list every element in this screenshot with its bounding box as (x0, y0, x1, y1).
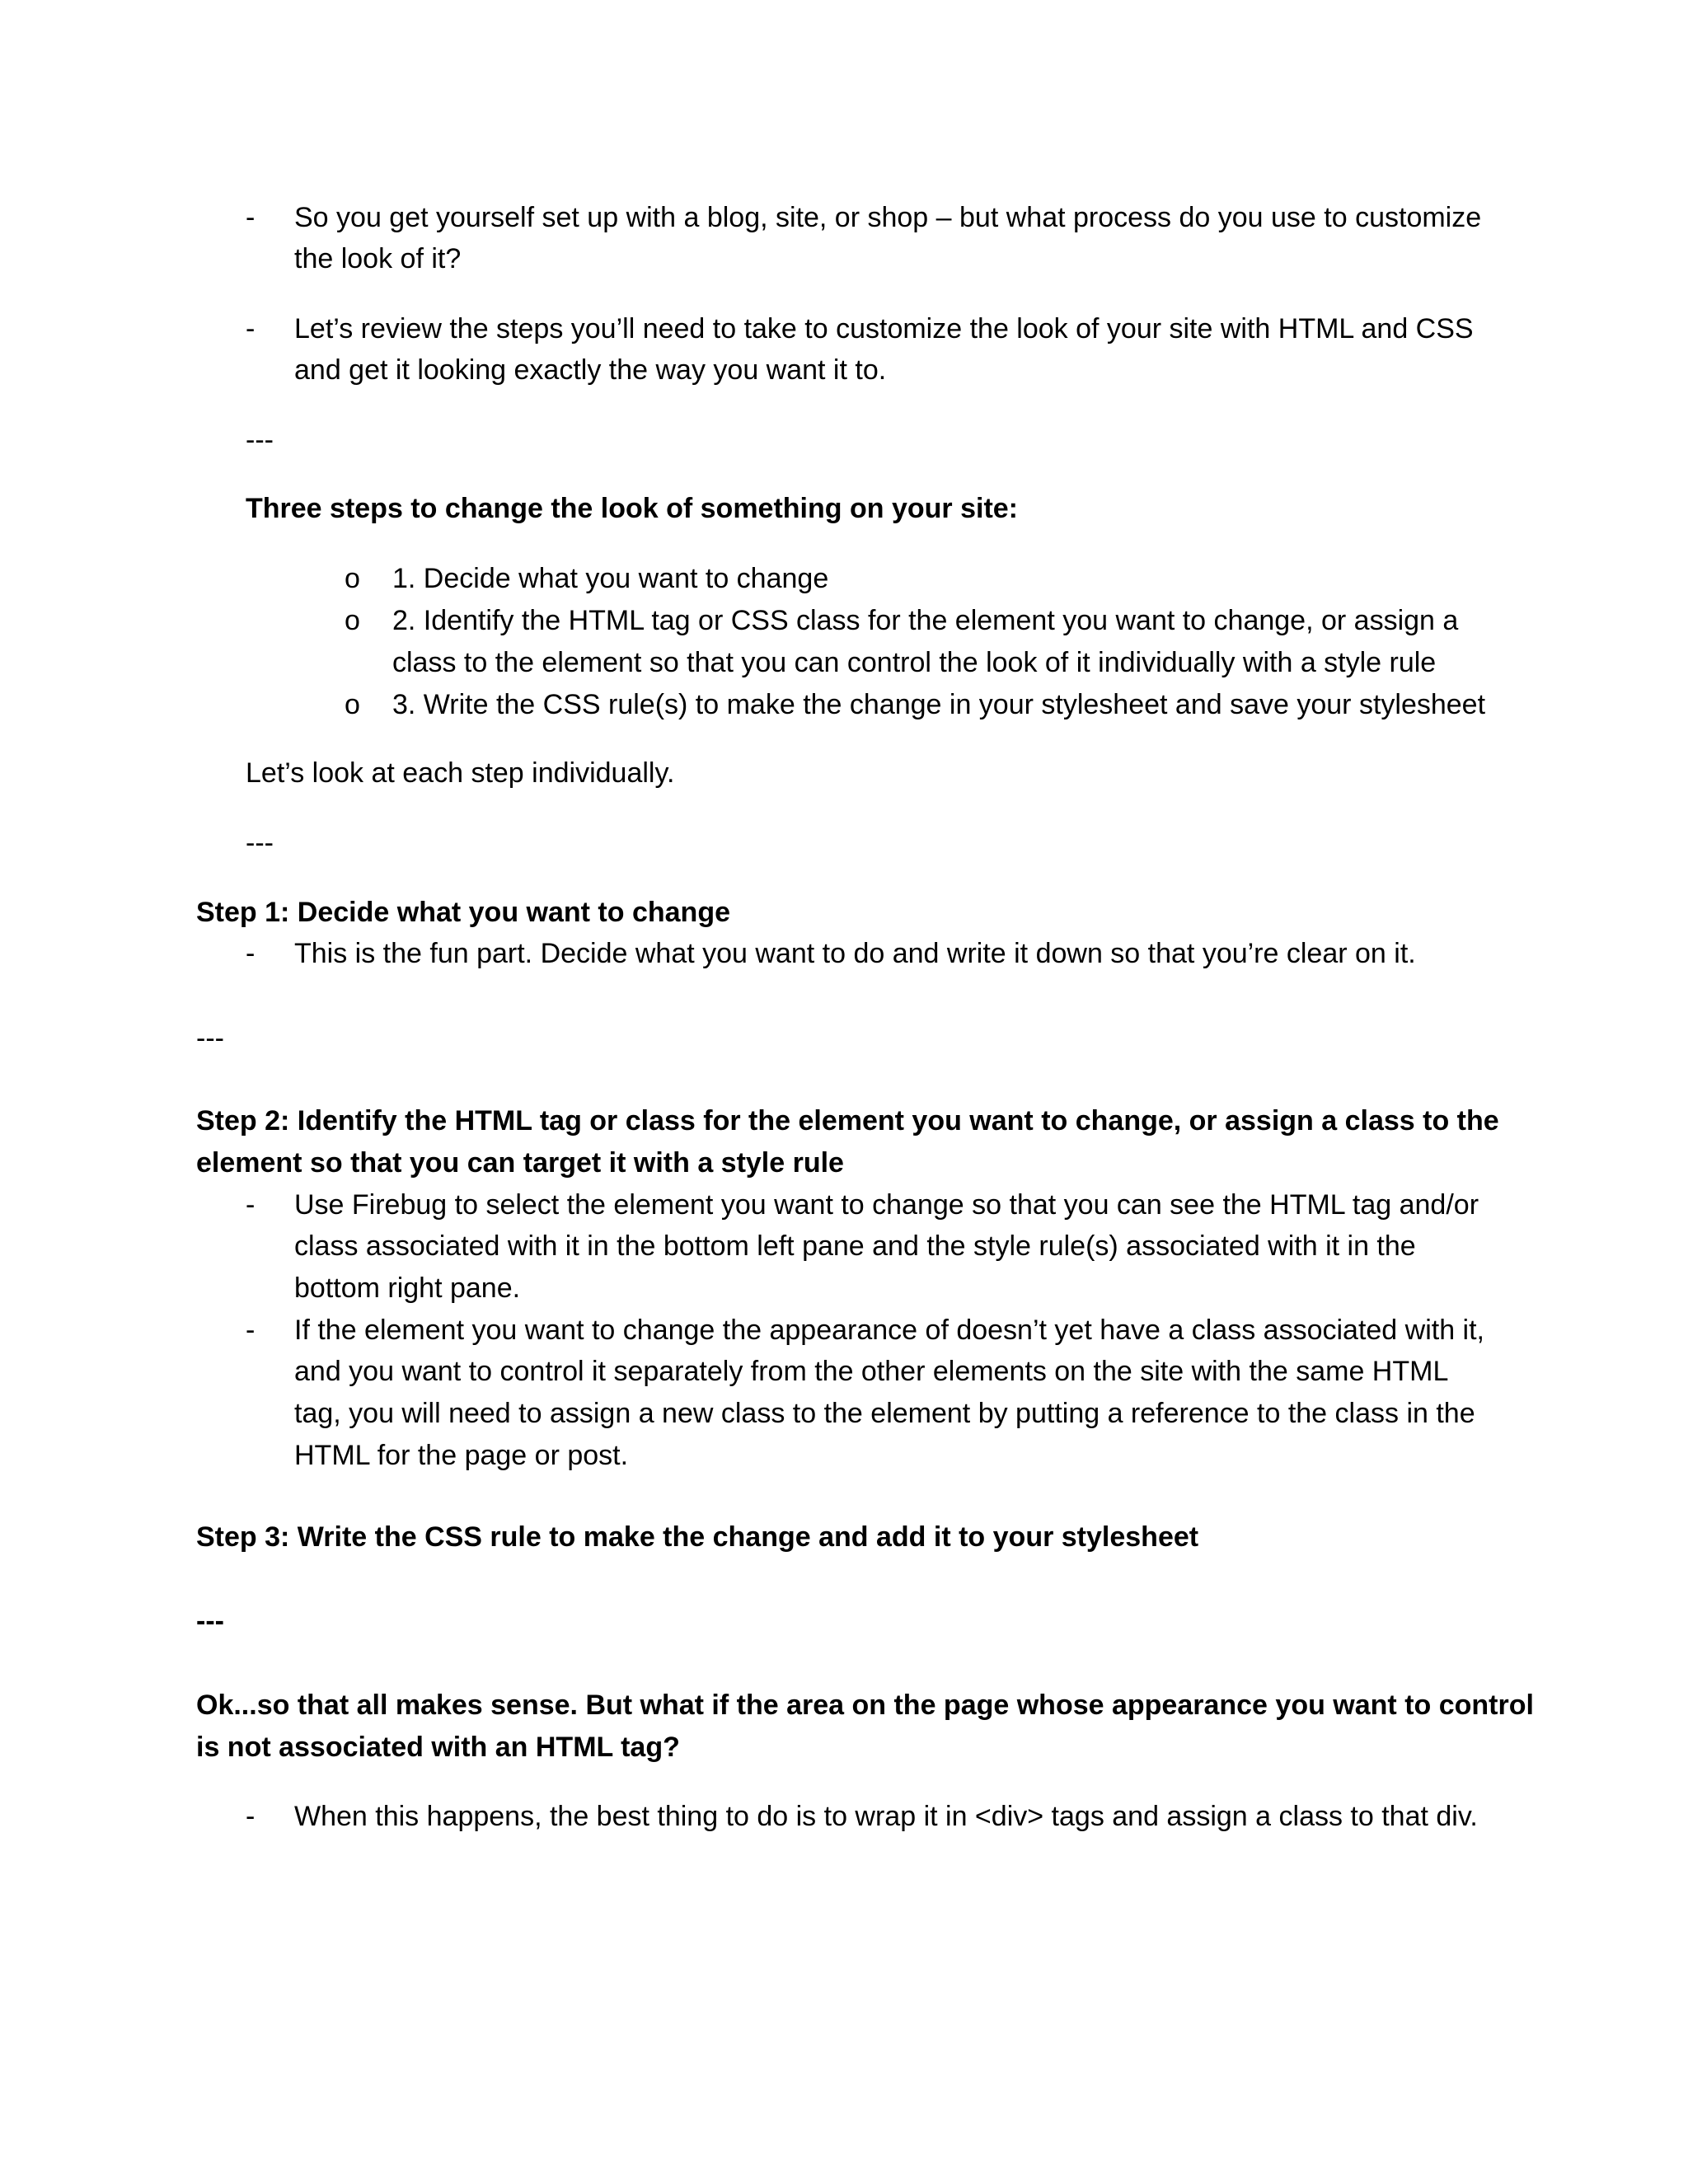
three-steps-heading: Three steps to change the look of something on your site: (246, 493, 1018, 524)
separator: --- (196, 1023, 224, 1054)
step2-item2-line3: tag, you will need to assign a new class to the element by putting a reference to the class in the (294, 1398, 1475, 1429)
step1-heading: Step 1: Decide what you want to change (196, 897, 730, 928)
three-steps-step3: 3. Write the CSS rule(s) to make the change in your stylesheet and save your stylesheet (392, 689, 1486, 720)
separator: --- (246, 827, 274, 859)
bullet-dash: - (246, 1801, 256, 1832)
bullet-dash: - (246, 1315, 256, 1346)
bullet-dash: - (246, 202, 256, 233)
step3-heading: Step 3: Write the CSS rule to make the change and add it to your stylesheet (196, 1521, 1199, 1553)
intro-item1-line1: So you get yourself set up with a blog, site, or shop – but what process do you use to customize (294, 202, 1482, 233)
step2-item2-line2: and you want to control it separately from the other elements on the site with the same HTML (294, 1356, 1449, 1387)
three-steps-step1: 1. Decide what you want to change (392, 563, 829, 594)
three-steps-outro: Let’s look at each step individually. (246, 757, 675, 789)
step2-item2-line4: HTML for the page or post. (294, 1440, 629, 1471)
bullet-circle: o (345, 605, 360, 636)
step1-item1: This is the fun part. Decide what you want to do and write it down so that you’re clear on it. (294, 938, 1416, 969)
three-steps-step2-line2: class to the element so that you can control the look of it individually with a style rule (392, 647, 1437, 678)
step2-heading-line2: element so that you can target it with a style rule (196, 1147, 844, 1179)
step2-heading-line1: Step 2: Identify the HTML tag or class for the element you want to change, or assign a class to the (196, 1105, 1499, 1137)
step2-item1-line2: class associated with it in the bottom left pane and the style rule(s) associated with it in the (294, 1230, 1416, 1262)
bullet-circle: o (345, 689, 360, 720)
step2-item2-line1: If the element you want to change the appearance of doesn’t yet have a class associated with it, (294, 1315, 1485, 1346)
bullet-dash: - (246, 938, 256, 969)
step2-item1-line3: bottom right pane. (294, 1272, 521, 1304)
faq-question-line1: Ok...so that all makes sense. But what if the area on the page whose appearance you want to control (196, 1690, 1534, 1721)
intro-item1-line2: the look of it? (294, 243, 462, 274)
bullet-dash: - (246, 313, 256, 344)
bullet-circle: o (345, 563, 360, 594)
bullet-dash: - (246, 1189, 256, 1221)
faq-answer: When this happens, the best thing to do is to wrap it in <div> tags and assign a class to that div. (294, 1801, 1478, 1832)
step2-item1-line1: Use Firebug to select the element you want to change so that you can see the HTML tag and/or (294, 1189, 1479, 1221)
separator: --- (246, 424, 274, 456)
intro-item2-line2: and get it looking exactly the way you want it to. (294, 354, 887, 386)
three-steps-step2-line1: 2. Identify the HTML tag or CSS class for the element you want to change, or assign a (392, 605, 1459, 636)
separator: --- (196, 1605, 224, 1637)
faq-question-line2: is not associated with an HTML tag? (196, 1732, 680, 1763)
intro-item2-line1: Let’s review the steps you’ll need to take to customize the look of your site with HTML and CSS (294, 313, 1474, 344)
